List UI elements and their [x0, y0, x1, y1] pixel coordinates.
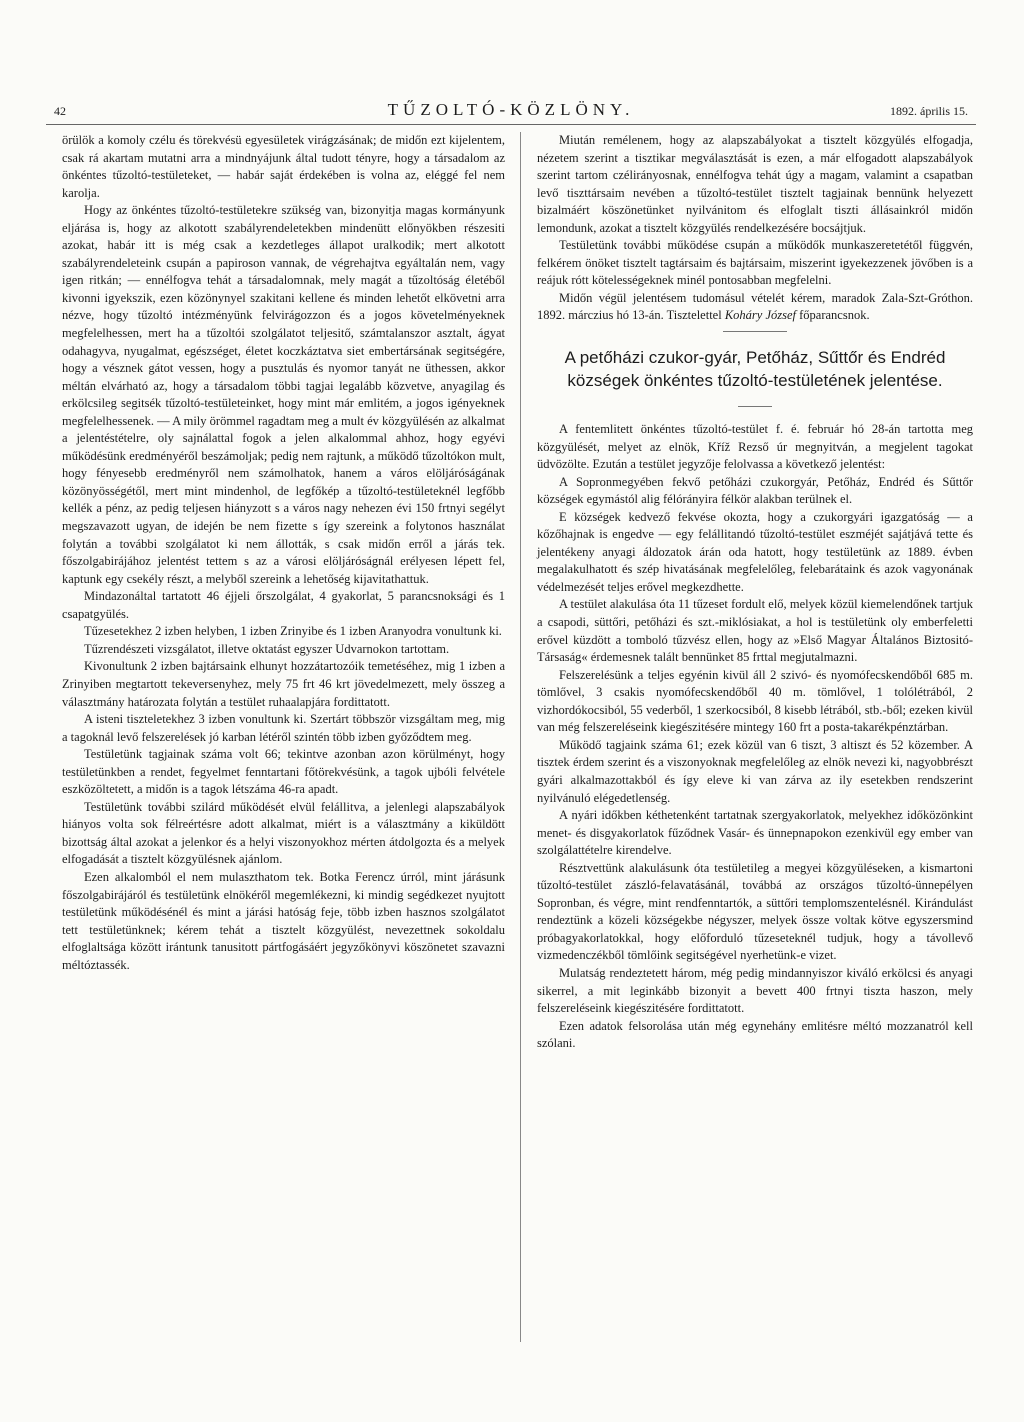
paragraph: Mindazonáltal tartatott 46 éjjeli őrszolgálat, 4 gyakorlat, 5 parancsnoksági és 1 csapatgyülés.: [62, 589, 505, 621]
paragraph: A isteni tiszteletekhez 3 izben vonultunk ki. Szertárt többször vizsgáltam meg, mig a tagoknál levő felszerelések jó karban létéről szintén több izben győződtem meg.: [62, 712, 505, 744]
paragraph: Felszerelésünk a teljes egyénin kivül áll 2 szivó- és nyomófecskendőből 685 m. tömlővel, 3 csakis nyomófecskendőből 40 m. tömlővel, 1 tolólétrából, 2 vizhordókocsiból, 55 vederből, 1 szerkocsiból, 8 kisebb létrából, stb.-ből; ezeken kivül van még felszereléseink kiegészitésére mintegy 160 frt a posta-takarékpénztárban.: [537, 667, 973, 735]
paragraph: Testületünk tagjainak száma volt 66; tekintve azonban azon körülményt, hogy testületünkben a rendet, fegyelmet fenntartani főtörekvésünk, a tagok ujbóli felvétele eszközöltetett, a midőn is a tagok létszáma 46-ra apadt.: [62, 747, 505, 797]
paragraph: Tűzrendészeti vizsgálatot, illetve oktatást egyszer Udvarnokon tartottam.: [84, 641, 450, 656]
paragraph: A nyári időkben kéthetenként tartatnak szergyakorlatok, melyekhez időközönkint menet- és disgyakorlatok fűződnek Vasár- és ünnepnapokon ezenkivül egy ember van szolgálattételre kirendelve.: [537, 808, 973, 858]
paragraph: Testületünk további működése csupán a működők munkaszeretetétől függvén, felkérem önöket tisztelt tagtársaim és bajtársaim, miszerint igyekezzenek jövőben is a reájuk rótt kötelességeknek minél pontosabban megfelelni.: [537, 238, 973, 288]
paragraph: Kivonultunk 2 izben bajtársaink elhunyt hozzátartozóik temetéséhez, mig 1 izben a Zrinyiben megtartott tekeversenyhez, mely 75 frt 46 krt jövedelmezett, mely összeg a választmány határozata folytán a testület ruhaalapjára fordittatott.: [62, 659, 505, 709]
paragraph: örülök a komoly czélu és törekvésü egyesületek virágzásának; de midőn ezt kijelentem, csak rá akartam mutatni arra a mindnyájunk által tudott tényre, hogy a társadalom az önkéntes tűzoltó-testületeket, — habár saját érdekében is volna az, eléggé fel nem karolja.: [62, 133, 505, 200]
left-column: [62, 132, 505, 974]
paragraph: A testület alakulása óta 11 tűzeset fordult elő, melyek közül kiemelendőnek tartjuk a csapodi, süttőri, petőházi és szt.-miklósiakat, a hol is testületünk oly emberfeletti erővel küzdött a tomboló tűzvész ellen, hogy az »Első Magyar Általános Biztositó-Társaság« érdemesnek talált bennünket 85 frttal megjutalmazni.: [537, 597, 973, 665]
title-divider: [738, 406, 772, 407]
column-divider: [520, 132, 521, 1342]
paragraph: Testületünk további szilárd működését elvül felállitva, a jelenlegi alapszabályok hiányos volta sok félreértésre adott alkalmat, miért is a választmány a kiküldött bizottság által azokat a jelenkor és a helyi viszonyokhoz mérten átdolgozta és a melyek elfogadását a tisztelt közgyülésnek ajánlom.: [62, 799, 505, 867]
paragraph: Mulatság rendeztetett három, még pedig mindannyiszor kiváló erkölcsi és anyagi sikerrel, a mit leginkább bizonyit a bevett 400 frtnyi tiszta haszon, mely felszereléseink kiegészitésére fordittatott.: [537, 965, 973, 1016]
signature-title: főparancsnok.: [799, 308, 870, 323]
signature: Koháry József: [724, 308, 797, 323]
article-title: A petőházi czukor-gyár, Petőház, Sűttőr és Endréd községek önkéntes tűzoltó-testületének jelentése.: [564, 348, 946, 391]
issue-date: 1892. április 15.: [890, 104, 968, 118]
closing-paragraph: [537, 290, 973, 325]
paragraph: A Sopronmegyében fekvő petőházi czukorgyár, Petőház, Endréd és Sűttőr községek egymástól alig félórányira félkör alakban terülnek el.: [537, 474, 973, 507]
closing-text: Midőn végül jelentésem tudomásul vételét kérem, maradok Zala-Szt-Gróthon. 1892. márczius hó 13-án. Tisztelettel: [537, 290, 973, 323]
paragraph: Tűzesetekhez 2 izben helyben, 1 izben Zrinyibe és 1 izben Aranyodra vonultunk ki.: [84, 624, 502, 639]
paragraph: Ezen adatok felsorolása után még egynehány emlitésre méltó mozzanatról kell szólani.: [537, 1018, 973, 1051]
paragraph: Ezen alkalomból el nem mulaszthatom tek. Botka Ferencz úrról, mint járásunk főszolgabirájáról és testületünk elnökéről megemlékezni, ki mindig segédkezet nyujtott testületünk működésénél és mint a járási hatóság feje, több izben hasznos szolgálatot tett testületünknek; kérem tehát a tisztelt közgyülést, nevezettnek sokoldalu elfoglaltsága között irántunk tanusitott pártfogásáért jegyzőkönyvi köszönetet szavazni méltóztassék.: [62, 869, 505, 972]
paragraph: A fentemlitett önkéntes tűzoltó-testület f. é. február hó 28-án tartotta meg közgyülését, melyet az elnök, Kříž Rezső úr megnyitván, a megjelent tagokat üdvözölte. Ezután a testület jegyzője felolvassa a következő jelentést:: [537, 422, 973, 472]
paragraph: Működő tagjaink száma 61; ezek közül van 6 tiszt, 3 altiszt és 52 közember. A tisztek érdem szerint és a viszonyoknak megfelelőleg az elnök nevezi ki, nagyobbrészt gyári alkalmazottakból és így eleve ki van zárva az ily esetekben rendszerint nyilvánuló elégedetlenség.: [537, 737, 973, 805]
paragraph: E községek kedvező fekvése okozta, hogy a czukorgyári igazgatóság — a kőzőhajnak is engedve — egy felállitandó tűzoltó-testület eszméjét sajátjává tette és jelentékeny anyagi áldozatok árán oda hatott, hogy testületünk az 1889. évben megalakulhatott és szép hivatásának megfelelőleg, felebarátaink és azok vagyonának védelmezését teljes erővel megkezdhette.: [537, 509, 973, 594]
right-column: [537, 132, 973, 1053]
page-header: [46, 96, 976, 125]
paragraph: Résztvettünk alakulásunk óta testületileg a megyei közgyüléseken, a kismartoni tűzoltó-testület zászló-felavatásánál, továbbá az országos tűzoltó-ünnepélyen Sopronban, és végre, mint rendfenntartók, a süttőri templomszentelésnél. Kirándulást rendeztünk a közeli községekbe négyszer, melyek össze voltak kötve egyszersmind próbagyakorlatokkal, hogy előforduló tűzeseteknél tudjuk, hogy a távollevő vizmedenczékből tömlőink segitségével nyerhetünk-e vizet.: [537, 860, 973, 963]
section-divider: [723, 331, 787, 332]
paragraph: Hogy az önkéntes tűzoltó-testületekre szükség van, bizonyitja magas kormányunk eljárása is, hogy az alkotott szabályrendeletekben mindenütt előnyökben részesiti azokat, habár itt is még csak a kezdetleges állapot uralkodik; mert alkotott szabályrendeleteink csupán a papiroson vannak, de végrehajtva egyáltalán nem, vagy igen ritkán; — ennélfogva tehát a társadalomnak, mely magát a tűzoltóság életéből kivonni igyekszik, ezen közönynyel szakitani kellene és minden lehetőt elkövetni arra nézve, hogy tűzoltó intézményünk felvirágozzon és a jogos követelményeknek megfelelhessen, mert ha a tűzoltói szolgálatot teljesitő, számtalanszor asztalt, ágyat odahagyva, nyugalmat, egészséget, életet koczkáztatva siet embertársának segitségére, hogy a vésznek gátot vessen, hogy a pusztulás és nyomor tanyát ne üthessen, akkor méltán elvárható az, hogy a társadalom többi tagjai legalább közvetve, anyagilag és erkölcsileg segitsék tűzoltó-testületeinket, hogy mint már emlitém, a jogos igényeknek megfelelhessenek. — A mily örömmel ragadtam meg a mult év közgyülésén az alkalmat a jelentéstételre, oly sajnálattal fogok a jelen alkalommal ahhoz, hogy egyévi működésünk eredményéről beszámoljak; pedig nem rajtunk, a működő tűzoltókon mult, hogy fényesebb eredményről nem számolhatok, hanem a város elöljáróságának közönyösségétől, mert mint mindenhol, de legfőkép a tűzoltó-testületeknél legfőbb kellék a pénz, az pedig teljesen hiányzott s a város nagy nehezen évi 150 frtnyi segélyt megszavazott ugyan, de idején be nem fizette s így szereink a folytonos használat folytán a további szolgálatot ki nem állották, s csak midőn erről a járás tek. főszolgabirájához jelentést tettem s az a városi elöljáróságnál erélyesen lépett fel, kaptunk egy csekély részt, a melyből szereink a lehetőség kijavitathattuk.: [62, 203, 505, 586]
publication-title: TŰZOLTÓ-KÖZLÖNY.: [387, 100, 635, 119]
page-number: 42: [54, 104, 66, 118]
paragraph: Miután remélenem, hogy az alapszabályokat a tisztelt közgyülés elfogadja, nézetem szerint a tisztikar megválasztását is ezen, a már elfogadott alapszabályok szerint tartom czélirányosnak, ennélfogva tehát úgy a magam, valamint a csapatban levő tiszttársaim nevében a tűzoltó-testület tisztelt tagjainak bennünk helyezett bizalmáért köszönetünket nyilvánitom és elfoglalt tiszti állásainkról midőn lemondunk, azokat a tisztelt közgyülés rendelkezésére bocsájtjuk.: [537, 133, 973, 235]
